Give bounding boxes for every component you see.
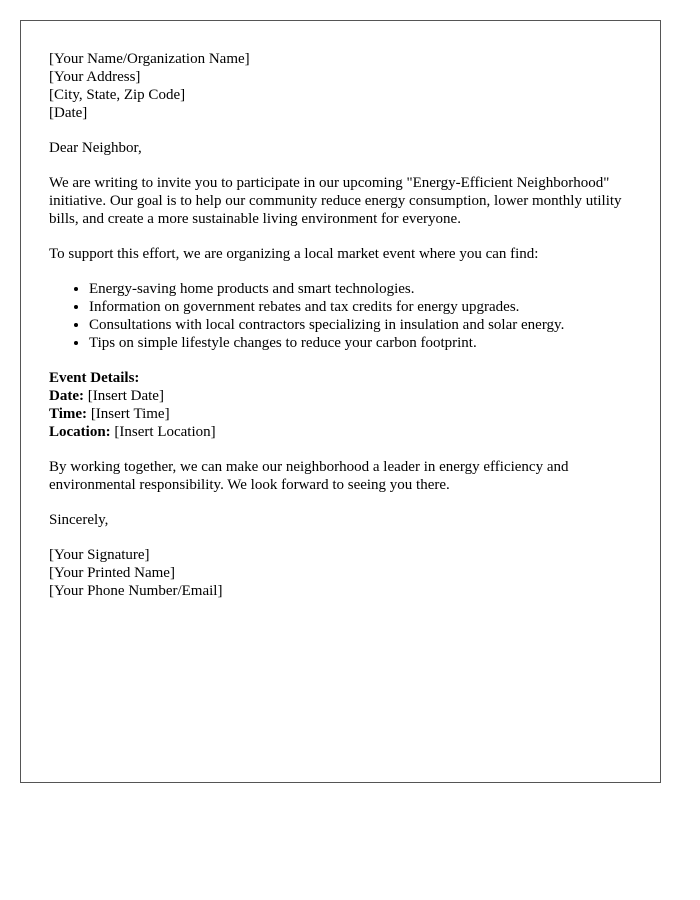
- letter-date: [Date]: [49, 105, 88, 121]
- list-item: • Energy-saving home products and smart technologies.: [89, 280, 632, 298]
- letter: [20, 20, 661, 783]
- support-paragraph: To support this effort, we are organizing a local market event where you can find:: [49, 246, 539, 262]
- list-item: • Consultations with local contractors specializing in insulation and solar energy.: [89, 316, 632, 334]
- list-item: • Information on government rebates and tax credits for energy upgrades.: [89, 298, 632, 316]
- time-label: Time:: [49, 406, 88, 422]
- sender-city: [City, State, Zip Code]: [49, 87, 186, 103]
- signature-block: [49, 546, 632, 600]
- signature: [Your Signature]: [49, 547, 150, 563]
- location-label: Location:: [49, 424, 111, 440]
- event-details: [49, 369, 632, 441]
- sender-block: [49, 50, 632, 122]
- sender-address: [Your Address]: [49, 69, 141, 85]
- offerings-list: [49, 280, 632, 352]
- sender-name: [Your Name/Organization Name]: [49, 51, 250, 67]
- list-item: • Tips on simple lifestyle changes to reduce your carbon footprint.: [89, 334, 632, 352]
- event-time: [Insert Time]: [87, 406, 170, 422]
- event-heading: Event Details:: [49, 370, 140, 386]
- event-location: [Insert Location]: [110, 424, 216, 440]
- intro-paragraph: We are writing to invite you to participate in our upcoming "Energy-Efficient Neighborhood" initiative. Our goal is to help our community reduce energy consumption, lower monthly utility bills, and create a more sustainable living environment for everyone.: [49, 175, 622, 227]
- salutation: Dear Neighbor,: [49, 140, 142, 156]
- contact: [Your Phone Number/Email]: [49, 583, 223, 599]
- printed-name: [Your Printed Name]: [49, 565, 175, 581]
- closing-paragraph: By working together, we can make our neighborhood a leader in energy efficiency and environmental responsibility. We look forward to seeing you there.: [49, 459, 569, 493]
- closing: Sincerely,: [49, 512, 109, 528]
- date-label: Date:: [49, 388, 84, 404]
- event-date: [Insert Date]: [83, 388, 164, 404]
